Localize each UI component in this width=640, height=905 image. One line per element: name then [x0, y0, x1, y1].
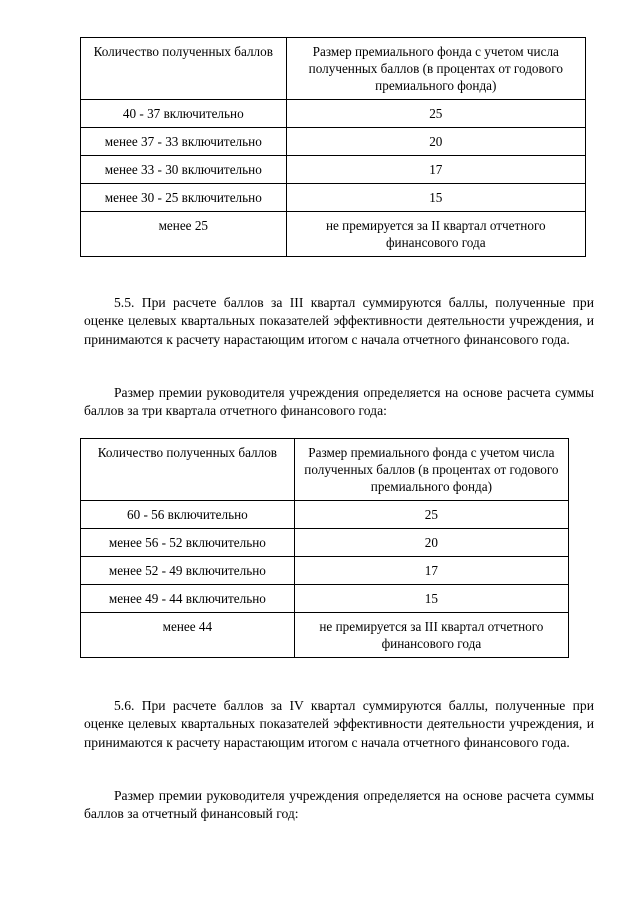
cell-percent: 17 [294, 557, 568, 585]
cell-percent: 20 [294, 529, 568, 557]
cell-points: 40 - 37 включительно [81, 100, 287, 128]
cell-percent: 25 [286, 100, 585, 128]
section-5-6-bonus-paragraph: Размер премии руководителя учреждения определяется на основе расчета суммы баллов за отчетный финансовый год: [84, 788, 594, 822]
section-5-5-bonus-paragraph: Размер премии руководителя учреждения определяется на основе расчета суммы баллов за три квартала отчетного финансового года: [84, 385, 594, 419]
cell-percent: не премируется за II квартал отчетного финансового года [286, 212, 585, 257]
quarter-3-bonus-table [80, 438, 569, 658]
cell-points: менее 37 - 33 включительно [81, 128, 287, 156]
section-5-6-paragraph: 5.6. При расчете баллов за IV квартал суммируются баллы, полученные при оценке целевых квартальных показателей эффективности деятельности учреждения, и принимаются к расчету нарастающим итогом с начала отчетного финансового года. [84, 698, 594, 750]
header-cell-fund-size: Размер премиального фонда с учетом числа полученных баллов (в процентах от годового премиального фонда) [286, 38, 585, 100]
table-row [81, 100, 586, 128]
quarter-2-bonus-table [80, 37, 586, 257]
table-row [81, 156, 586, 184]
cell-points: менее 33 - 30 включительно [81, 156, 287, 184]
cell-points: менее 49 - 44 включительно [81, 585, 295, 613]
cell-points: менее 30 - 25 включительно [81, 184, 287, 212]
section-5-5-paragraph: 5.5. При расчете баллов за III квартал суммируются баллы, полученные при оценке целевых квартальных показателей эффективности деятельности учреждения, и принимаются к расчету нарастающим итогом с начала отчетного финансового года. [84, 295, 594, 347]
table-row [81, 557, 569, 585]
cell-percent: 15 [294, 585, 568, 613]
cell-points: 60 - 56 включительно [81, 501, 295, 529]
cell-percent: не премируется за III квартал отчетного финансового года [294, 613, 568, 658]
cell-percent: 15 [286, 184, 585, 212]
table-row [81, 501, 569, 529]
table-row [81, 128, 586, 156]
header-cell-points: Количество полученных баллов [81, 439, 295, 501]
table-row [81, 184, 586, 212]
cell-points: менее 44 [81, 613, 295, 658]
cell-percent: 17 [286, 156, 585, 184]
table-header-row [81, 38, 586, 100]
table-row [81, 212, 586, 257]
cell-points: менее 56 - 52 включительно [81, 529, 295, 557]
cell-points: менее 25 [81, 212, 287, 257]
table-header-row [81, 439, 569, 501]
table-row [81, 529, 569, 557]
header-cell-fund-size: Размер премиального фонда с учетом числа полученных баллов (в процентах от годового премиального фонда) [294, 439, 568, 501]
header-cell-points: Количество полученных баллов [81, 38, 287, 100]
table-row [81, 585, 569, 613]
table-row [81, 613, 569, 658]
cell-points: менее 52 - 49 включительно [81, 557, 295, 585]
cell-percent: 20 [286, 128, 585, 156]
cell-percent: 25 [294, 501, 568, 529]
